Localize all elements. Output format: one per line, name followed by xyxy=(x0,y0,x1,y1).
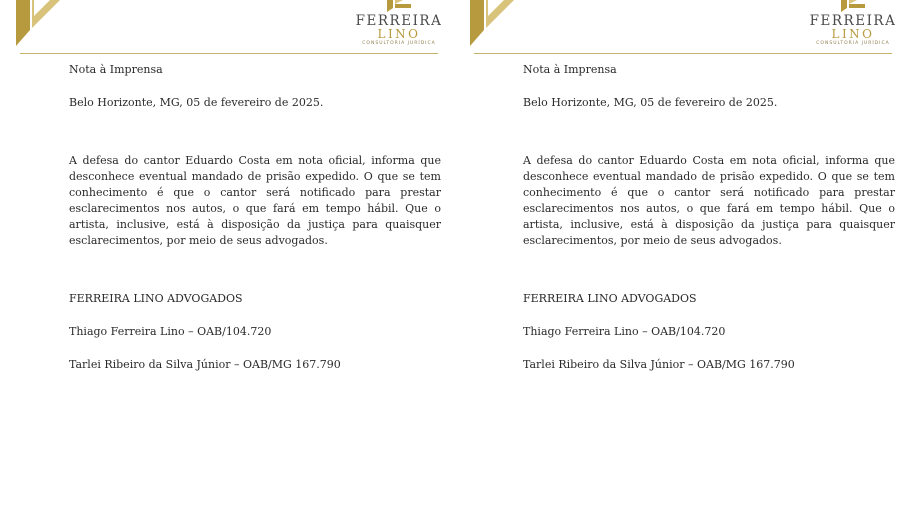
firm-name: FERREIRA LINO ADVOGADOS xyxy=(69,292,243,305)
brand-name-line1: FERREIRA xyxy=(809,13,897,29)
document-content xyxy=(523,62,895,373)
header-divider xyxy=(474,53,892,54)
gold-corner-ornament xyxy=(10,0,70,50)
header-divider xyxy=(20,53,438,54)
document-content xyxy=(69,62,441,373)
body-paragraph: A defesa do cantor Eduardo Costa em nota oficial, informa que desconhece eventual mandado de prisão expedido. O que se tem conhecimento é que o cantor será notificado para prestar esclarecimentos nos autos, o que fará em tempo hábil. Que o artista, inclusive, está à disposição da justiça para quaisquer esclarecimentos, por meio de seus advogados. xyxy=(69,154,441,247)
brand-name-line2: LINO xyxy=(831,27,875,41)
lawyer-1: Thiago Ferreira Lino – OAB/104.720 xyxy=(69,325,272,338)
brand-tagline: CONSULTORIA JURÍDICA xyxy=(362,41,436,46)
gold-corner-ornament xyxy=(464,0,524,50)
document-title: Nota à Imprensa xyxy=(69,63,163,76)
brand-tagline: CONSULTORIA JURÍDICA xyxy=(816,41,890,46)
logo-mark-icon xyxy=(833,0,873,12)
body-paragraph: A defesa do cantor Eduardo Costa em nota oficial, informa que desconhece eventual mandado de prisão expedido. O que se tem conhecimento é que o cantor será notificado para prestar esclarecimentos nos autos, o que fará em tempo hábil. Que o artista, inclusive, está à disposição da justiça para quaisquer esclarecimentos, por meio de seus advogados. xyxy=(523,154,895,247)
document-page-left xyxy=(4,0,448,509)
brand-name-line2: LINO xyxy=(377,27,421,41)
document-page-right xyxy=(458,0,902,509)
document-title: Nota à Imprensa xyxy=(523,63,617,76)
lawyer-2: Tarlei Ribeiro da Silva Júnior – OAB/MG 167.790 xyxy=(523,358,795,371)
brand-logo xyxy=(349,0,449,47)
date-line: Belo Horizonte, MG, 05 de fevereiro de 2025. xyxy=(69,96,324,109)
lawyer-1: Thiago Ferreira Lino – OAB/104.720 xyxy=(523,325,726,338)
date-line: Belo Horizonte, MG, 05 de fevereiro de 2025. xyxy=(523,96,778,109)
lawyer-2: Tarlei Ribeiro da Silva Júnior – OAB/MG 167.790 xyxy=(69,358,341,371)
logo-mark-icon xyxy=(379,0,419,12)
brand-logo xyxy=(803,0,903,47)
firm-name: FERREIRA LINO ADVOGADOS xyxy=(523,292,697,305)
brand-name-line1: FERREIRA xyxy=(355,13,443,29)
